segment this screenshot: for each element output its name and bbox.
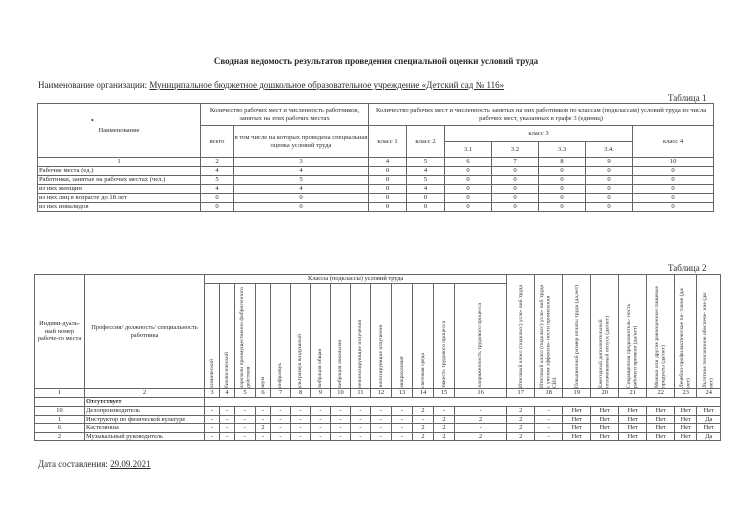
t2-cell: 2 xyxy=(413,424,434,433)
t2-cell: Нет xyxy=(675,424,697,433)
t2-col-number: 18 xyxy=(535,389,563,398)
t2-col-number: 20 xyxy=(591,389,619,398)
scan-mark: • xyxy=(91,116,94,125)
t2-row xyxy=(35,407,721,416)
t2-row-prof: Делопроизводитель xyxy=(85,407,205,416)
t1-row-name: Работники, занятые на рабочих местах (чел.) xyxy=(38,176,201,185)
t2-vh-13: микроклимат xyxy=(392,284,413,389)
t1-cell: 0 xyxy=(492,167,539,176)
t2-cell: - xyxy=(271,432,291,441)
t2-cell: Нет xyxy=(647,415,675,424)
t1-cell: 0 xyxy=(369,185,407,194)
t2-vh-8: ультразвук воздушный xyxy=(291,284,311,389)
t2-col-number: 14 xyxy=(413,389,434,398)
t2-col-number: 1 xyxy=(35,389,85,398)
t1-header-special: в том числе на которых проведена специальная оценка условий труда xyxy=(234,126,369,158)
t2-row xyxy=(35,424,721,433)
t2-row-prof: Инструктор по физической культуре xyxy=(85,415,205,424)
t2-cell: - xyxy=(535,432,563,441)
t1-col-number: 1 xyxy=(38,158,201,167)
t2-col-number: 21 xyxy=(619,389,647,398)
t1-col-number: 5 xyxy=(407,158,445,167)
t2-vh-11: неионизирующие излучения xyxy=(351,284,371,389)
t2-col-number: 17 xyxy=(507,389,535,398)
t2-cell: - xyxy=(205,432,220,441)
t2-cell: 2 xyxy=(434,415,455,424)
t2-cell: - xyxy=(311,407,331,416)
t2-cell: - xyxy=(535,407,563,416)
t1-row xyxy=(38,194,714,203)
t2-cell: Да xyxy=(697,432,721,441)
t2-row-num: 2 xyxy=(35,432,85,441)
t1-cell: 0 xyxy=(539,176,586,185)
t2-cell: - xyxy=(351,424,371,433)
t1-col-number: 4 xyxy=(369,158,407,167)
t2-vh-3: химический xyxy=(205,284,220,389)
t1-cell: 0 xyxy=(586,194,633,203)
t2-vh-7: инфразвук xyxy=(271,284,291,389)
t2-vh-16: напряженность трудового процесса xyxy=(455,284,507,389)
t2-cell: Нет xyxy=(563,432,591,441)
t2-cell: Нет xyxy=(675,415,697,424)
t2-cell: Нет xyxy=(591,415,619,424)
t2-cell: Нет xyxy=(619,432,647,441)
t2-cell: - xyxy=(220,432,235,441)
t2-cell: - xyxy=(455,424,507,433)
t2-col-number: 22 xyxy=(647,389,675,398)
t2-vh-21: Сокращенная продолжитель- ность рабочего времени (да/нет) xyxy=(619,275,647,389)
t2-cell: - xyxy=(256,432,271,441)
t1-col-number: 8 xyxy=(539,158,586,167)
t1-cell: 0 xyxy=(445,185,492,194)
t2-vh-12: ионизирующие излучения xyxy=(371,284,392,389)
t1-cell: 0 xyxy=(445,194,492,203)
t2-cell: - xyxy=(235,432,256,441)
t2-cell: 2 xyxy=(413,407,434,416)
t1-cell: 0 xyxy=(492,185,539,194)
t1-cell: 0 xyxy=(633,185,714,194)
t1-cell: 0 xyxy=(586,203,633,212)
t1-cell: 0 xyxy=(234,194,369,203)
t2-col-number: 23 xyxy=(675,389,697,398)
t2-vh-15: тяжесть трудового процесса xyxy=(434,284,455,389)
t1-cell: 0 xyxy=(492,176,539,185)
t1-cell: 4 xyxy=(234,167,369,176)
t2-cell: - xyxy=(392,415,413,424)
t1-row xyxy=(38,176,714,185)
table1-caption: Таблица 1 xyxy=(668,93,707,103)
t2-cell: Нет xyxy=(675,432,697,441)
t2-cell: - xyxy=(311,415,331,424)
t2-vh-23: Лечебно-профилактическое пи- тание (да/нет) xyxy=(675,275,697,389)
t2-cell: - xyxy=(235,415,256,424)
t2-cell: Нет xyxy=(647,432,675,441)
t1-cell: 4 xyxy=(407,167,445,176)
t2-vh-22: Молоко или другие равноценные пищевые продукты (да/нет) xyxy=(647,275,675,389)
t2-row-num: 6 xyxy=(35,424,85,433)
t1-cell: 0 xyxy=(633,176,714,185)
t2-header-num: Индиви-дуаль-ный номер рабоче-го места xyxy=(35,275,85,389)
t2-cell: Нет xyxy=(563,407,591,416)
t1-cell: 0 xyxy=(445,203,492,212)
t2-cell: - xyxy=(271,415,291,424)
t2-cell: - xyxy=(205,407,220,416)
t1-cell: 4 xyxy=(201,185,234,194)
t1-cell: 0 xyxy=(539,167,586,176)
t2-vh-24: Льготное пенсионное обеспече- ние (да/нет) xyxy=(697,275,721,389)
t2-row-num: 1 xyxy=(35,415,85,424)
table2-caption: Таблица 2 xyxy=(668,263,707,273)
t2-cell: - xyxy=(271,424,291,433)
t2-col-number: 3 xyxy=(205,389,220,398)
t2-vh-19: Повышенный размер оплаты труда (да,нет) xyxy=(563,275,591,389)
t2-col-number: 7 xyxy=(271,389,291,398)
t1-header-class3-3: 3.3 xyxy=(539,142,586,158)
t2-vh-9: вибрация общая xyxy=(311,284,331,389)
t2-col-number: 8 xyxy=(291,389,311,398)
t2-col-number: 11 xyxy=(351,389,371,398)
t2-vh-14: световая среда xyxy=(413,284,434,389)
t2-row xyxy=(35,432,721,441)
t2-cell: Нет xyxy=(697,424,721,433)
t2-cell: - xyxy=(331,415,351,424)
t2-cell: - xyxy=(413,415,434,424)
t2-cell: Нет xyxy=(591,432,619,441)
t2-cell: - xyxy=(331,432,351,441)
t1-cell: 0 xyxy=(369,194,407,203)
t1-row-name: из них женщин xyxy=(38,185,201,194)
t1-row-name: Рабочие места (ед.) xyxy=(38,167,201,176)
t1-cell: 0 xyxy=(234,203,369,212)
t2-vh-17: Итоговый класс (подкласс) усло- вий труда xyxy=(507,275,535,389)
t1-cell: 0 xyxy=(201,203,234,212)
t2-cell: Нет xyxy=(619,407,647,416)
t1-header-class3: класс 3 xyxy=(445,126,633,142)
summary-table xyxy=(37,103,714,212)
t1-cell: 0 xyxy=(586,185,633,194)
t2-cell: Нет xyxy=(619,424,647,433)
t2-cell: 2 xyxy=(507,432,535,441)
t2-cell: Нет xyxy=(563,424,591,433)
t2-cell: - xyxy=(535,424,563,433)
t1-cell: 0 xyxy=(539,194,586,203)
t1-cell: 0 xyxy=(492,203,539,212)
t2-vh-5: аэрозоли преимущественно фиброгенного действия xyxy=(235,284,256,389)
t2-cell: Нет xyxy=(647,424,675,433)
t2-col-number: 13 xyxy=(392,389,413,398)
workplaces-table xyxy=(34,274,721,441)
t1-header-name: Наименование xyxy=(38,104,201,158)
t2-col-number: 6 xyxy=(256,389,271,398)
t2-cell: - xyxy=(291,407,311,416)
t1-cell: 0 xyxy=(445,167,492,176)
t1-cell: 0 xyxy=(586,167,633,176)
t2-cell: - xyxy=(535,415,563,424)
organization-line xyxy=(38,80,504,90)
t2-col-number: 4 xyxy=(220,389,235,398)
t2-cell: Нет xyxy=(647,407,675,416)
t2-vh-10: вибрация локальная xyxy=(331,284,351,389)
t1-header-classes: Количество рабочих мест и численность занятых на них работников по классам (подклассам) условий труда из числа рабочих мест, указанных в графе 3 (единиц) xyxy=(369,104,714,126)
t2-cell: - xyxy=(256,407,271,416)
t1-header-class4: класс 4 xyxy=(633,126,714,158)
t1-cell: 0 xyxy=(369,203,407,212)
t1-col-number: 3 xyxy=(234,158,369,167)
t2-cell: 2 xyxy=(507,415,535,424)
organization-label: Наименование организации: xyxy=(38,80,148,90)
t2-cell: - xyxy=(220,415,235,424)
t2-cell: 2 xyxy=(507,424,535,433)
t1-cell: 0 xyxy=(369,167,407,176)
t2-cell: - xyxy=(392,424,413,433)
t2-number-row xyxy=(35,389,721,398)
t2-cell: - xyxy=(220,407,235,416)
t2-vh-18: Итоговый класс (подкласс) усло- вий труда с учетом эффектив- ности применения СИЗ xyxy=(535,275,563,389)
t2-row-prof: Кастелянша xyxy=(85,424,205,433)
t2-cell: - xyxy=(311,432,331,441)
t1-cell: 0 xyxy=(539,185,586,194)
t1-header-class1: класс 1 xyxy=(369,126,407,158)
t2-cell: Нет xyxy=(591,407,619,416)
t2-vh-20: Ежегодный дополнительный оплачиваемый отпуск (да/нет) xyxy=(591,275,619,389)
t2-cell: 2 xyxy=(256,424,271,433)
t2-section-label: Отсутствует xyxy=(85,398,205,407)
t1-cell: 5 xyxy=(407,176,445,185)
t2-cell: - xyxy=(371,415,392,424)
t1-cell: 0 xyxy=(633,194,714,203)
t2-cell: - xyxy=(392,432,413,441)
t2-cell: Нет xyxy=(591,424,619,433)
t2-row xyxy=(35,415,721,424)
t2-cell: - xyxy=(205,424,220,433)
t2-cell: Нет xyxy=(619,415,647,424)
t2-cell: - xyxy=(291,415,311,424)
t2-cell: 2 xyxy=(413,432,434,441)
t1-col-number: 9 xyxy=(586,158,633,167)
t2-col-number: 16 xyxy=(455,389,507,398)
t1-cell: 5 xyxy=(201,176,234,185)
t2-cell: - xyxy=(392,407,413,416)
t1-row xyxy=(38,203,714,212)
t2-cell: - xyxy=(235,407,256,416)
t1-cell: 0 xyxy=(445,176,492,185)
t2-vh-6: шум xyxy=(256,284,271,389)
t2-cell: 2 xyxy=(455,432,507,441)
t1-row-name: из них лиц в возрасте до 18 лет xyxy=(38,194,201,203)
t2-cell: Нет xyxy=(563,415,591,424)
t2-header-prof: Профессия/ должность/ специальность работника xyxy=(85,275,205,389)
t2-col-number: 24 xyxy=(697,389,721,398)
t1-cell: 0 xyxy=(586,176,633,185)
t1-cell: 0 xyxy=(369,176,407,185)
t2-cell: - xyxy=(256,415,271,424)
t2-cell: 2 xyxy=(434,432,455,441)
t1-col-number: 2 xyxy=(201,158,234,167)
t2-cell: - xyxy=(311,424,331,433)
organization-name: Муниципальное бюджетное дошкольное образовательное учреждение «Детский сад № 116» xyxy=(149,80,505,90)
t1-col-number: 6 xyxy=(445,158,492,167)
t1-header-class3-2: 3.2 xyxy=(492,142,539,158)
t2-cell: - xyxy=(271,407,291,416)
t2-cell: Нет xyxy=(675,407,697,416)
t2-cell: - xyxy=(235,424,256,433)
t2-cell: - xyxy=(291,424,311,433)
t1-cell: 4 xyxy=(407,185,445,194)
t1-col-number: 7 xyxy=(492,158,539,167)
t1-col-number: 10 xyxy=(633,158,714,167)
t1-cell: 0 xyxy=(633,203,714,212)
t2-header-classes: Классы (подклассы) условий труда xyxy=(205,275,507,284)
t1-row xyxy=(38,167,714,176)
t2-cell: - xyxy=(351,432,371,441)
date-line xyxy=(38,459,151,469)
t1-cell: 0 xyxy=(539,203,586,212)
t2-col-number: 2 xyxy=(85,389,205,398)
t1-cell: 0 xyxy=(201,194,234,203)
t2-col-number: 12 xyxy=(371,389,392,398)
t1-number-row xyxy=(38,158,714,167)
date-label: Дата составления: xyxy=(38,459,108,469)
t2-cell: - xyxy=(455,407,507,416)
t1-cell: 4 xyxy=(201,167,234,176)
t2-cell: - xyxy=(220,424,235,433)
date-value: 29.09.2021 xyxy=(110,459,151,469)
t2-cell: - xyxy=(371,407,392,416)
t2-row-prof: Музыкальный руководитель xyxy=(85,432,205,441)
t2-cell: - xyxy=(291,432,311,441)
t1-cell: 4 xyxy=(234,185,369,194)
t2-cell: Нет xyxy=(697,407,721,416)
t1-header-class3-1: 3.1 xyxy=(445,142,492,158)
t2-col-number: 15 xyxy=(434,389,455,398)
t2-vh-4: биологический xyxy=(220,284,235,389)
t2-cell: 2 xyxy=(434,424,455,433)
t2-cell: - xyxy=(351,407,371,416)
t1-cell: 0 xyxy=(407,203,445,212)
t2-row-num: 10 xyxy=(35,407,85,416)
t1-cell: 0 xyxy=(633,167,714,176)
t2-cell: - xyxy=(351,415,371,424)
t2-cell: - xyxy=(205,415,220,424)
t2-cell: - xyxy=(371,432,392,441)
t1-cell: 5 xyxy=(234,176,369,185)
t2-cell: - xyxy=(331,424,351,433)
t2-cell: - xyxy=(331,407,351,416)
t1-header-class3-4: 3.4. xyxy=(586,142,633,158)
t2-cell: 2 xyxy=(507,407,535,416)
t2-cell: - xyxy=(434,407,455,416)
t1-cell: 0 xyxy=(407,194,445,203)
t2-cell: Да xyxy=(697,415,721,424)
t2-col-number: 5 xyxy=(235,389,256,398)
t1-row-name: из них инвалидов xyxy=(38,203,201,212)
t2-col-number: 9 xyxy=(311,389,331,398)
t1-cell: 0 xyxy=(492,194,539,203)
t2-col-number: 19 xyxy=(563,389,591,398)
document-title: Сводная ведомость результатов проведения специальной оценки условий труда xyxy=(213,56,539,66)
t1-header-count: Количество рабочих мест и численность работников, занятых на этих рабочих местах xyxy=(201,104,369,126)
t1-row xyxy=(38,185,714,194)
t2-col-number: 10 xyxy=(331,389,351,398)
t1-header-class2: класс 2 xyxy=(407,126,445,158)
t2-cell: 2 xyxy=(455,415,507,424)
t2-cell: - xyxy=(371,424,392,433)
t1-header-total: всего xyxy=(201,126,234,158)
